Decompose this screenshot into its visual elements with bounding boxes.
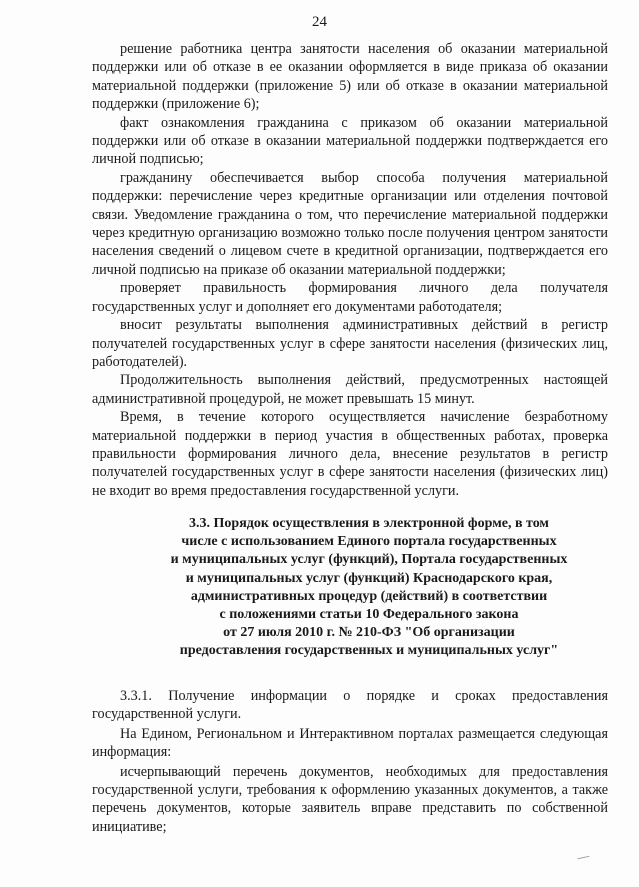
paragraph-info-receipt: 3.3.1. Получение информации о порядке и сроках предоставления государственной услуги. (92, 688, 608, 723)
heading-line: 3.3. Порядок осуществления в электронной форме, в том (189, 516, 549, 531)
paragraph-register: вносит результаты выполнения административных действий в регистр получателей государственных услуг в сфере занятости населения (физических лиц, работодателей). (92, 317, 608, 370)
heading-line: от 27 июля 2010 г. № 210-ФЗ "Об организации (223, 625, 515, 641)
heading-line: административных процедур (действий) в соответствии (190, 588, 548, 604)
paragraph-duration: Продолжительность выполнения действий, предусмотренных настоящей административной процедурой, не может превышать 15 минут. (92, 372, 608, 407)
heading-line: и муниципальных услуг (функций) Краснодарского края, (185, 570, 553, 586)
paragraph-acknowledgement: факт ознакомления гражданина с приказом об оказании материальной поддержки или об отказе в оказании материальной поддержки подтверждается его личной подписью; (92, 114, 608, 168)
page-number: 24 (312, 14, 327, 30)
paragraph-portals: На Едином, Региональном и Интерактивном порталах размещается следующая информация: (92, 725, 608, 761)
section-heading (130, 515, 608, 661)
heading-line: предоставления государственных и муниципальных услуг" (179, 643, 559, 659)
paragraph-time: Время, в течение которого осуществляется начисление безработному материальной поддержки в период участия в общественных работах, проверка правильности формирования личного дела, внесение результатов в регистр получателей государственных услуг в сфере занятости населения (физических лиц) не входит во время предоставления государственной услуги. (92, 409, 608, 499)
paragraph-payment-method: гражданину обеспечивается выбор способа получения материальной поддержки: перечисление через кредитные организации или отделения почтовой связи. Уведомление гражданина о том, что перечисление материальной поддержки через кредитную организацию возможно только после получения центром занятости населения сведений о лицевом счете в кредитной организации, подтверждается его личной подписью на приказе об оказании материальной поддержки; (92, 169, 608, 278)
section-text (92, 687, 608, 837)
paragraph-documents-list: исчерпывающий перечень документов, необходимых для предоставления государственной услуги, требования к оформлению указанных документов, а также перечень документов, которые заявитель вправе представить по собственной инициативе; (92, 763, 608, 835)
heading-line: числе с использованием Единого портала государственных (181, 534, 557, 550)
heading-line: с положениями статьи 10 Федерального закона (219, 607, 519, 623)
heading-line: и муниципальных услуг (функций), Портала государственных (170, 552, 568, 568)
body-text (92, 40, 608, 500)
scan-artifact (577, 856, 590, 865)
paragraph-check-file: проверяет правильность формирования личного дела получателя государственных услуг и дополняет его документами работодателя; (92, 280, 608, 315)
paragraph-decision: решение работника центра занятости населения об оказании материальной поддержки или об отказе в ее оказании оформляется в виде приказа об оказании материальной поддержки (приложение 5) или об отказе в оказании материальной поддержки (приложение 6); (92, 41, 608, 113)
